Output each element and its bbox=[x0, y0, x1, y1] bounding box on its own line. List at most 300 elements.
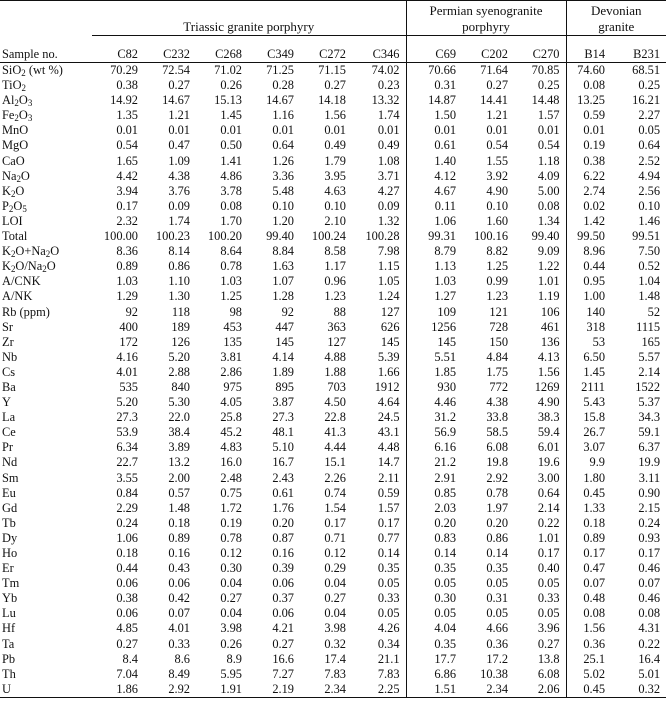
table-cell: 5.48 bbox=[272, 183, 294, 198]
table-cell: 70.66 bbox=[406, 63, 462, 79]
row-label: Rb (ppm) bbox=[2, 304, 50, 319]
table-cell: 0.20 bbox=[272, 515, 294, 530]
table-cell: 2.06 bbox=[514, 682, 566, 698]
table-cell: 0.38 bbox=[566, 154, 611, 169]
table-row bbox=[0, 259, 666, 274]
table-cell: 71.64 bbox=[480, 63, 509, 77]
table-cell: 447 bbox=[275, 319, 294, 334]
table-cell: 1.25 bbox=[486, 259, 509, 274]
table-cell: 7.50 bbox=[638, 244, 661, 259]
table-cell: 3.92 bbox=[486, 168, 509, 183]
table-cell: 2.92 bbox=[144, 682, 196, 698]
table-cell: 16.21 bbox=[632, 93, 661, 108]
table-row bbox=[0, 440, 666, 455]
table-row bbox=[0, 682, 666, 698]
table-cell: 0.48 bbox=[566, 591, 611, 606]
table-cell: 0.27 bbox=[272, 636, 294, 651]
table-cell: 0.09 bbox=[168, 198, 190, 213]
table-cell: 930 bbox=[406, 380, 462, 395]
table-cell: 0.11 bbox=[406, 199, 462, 214]
table-cell: 2.19 bbox=[248, 682, 300, 698]
table-cell: 99.40 bbox=[266, 229, 294, 244]
table-row bbox=[0, 138, 666, 153]
table-cell: 14.87 bbox=[406, 93, 462, 108]
row-label: Sm bbox=[2, 470, 19, 485]
table-cell: 0.38 bbox=[116, 591, 138, 606]
sample-header: C272 bbox=[300, 36, 352, 63]
table-cell: 0.27 bbox=[486, 78, 509, 93]
table-cell: 2.25 bbox=[352, 682, 406, 698]
table-cell: 0.14 bbox=[406, 546, 462, 561]
table-cell: 0.05 bbox=[377, 576, 400, 591]
table-cell: 0.01 bbox=[168, 123, 190, 138]
table-cell: 0.08 bbox=[566, 78, 611, 93]
table-cell: 1.06 bbox=[406, 214, 462, 229]
table-cell: 2.52 bbox=[638, 153, 661, 168]
row-label: $Al_2O_3$ bbox=[2, 93, 33, 109]
table-cell: 8.96 bbox=[566, 244, 611, 259]
table-cell: 1.15 bbox=[377, 259, 400, 274]
sample-header: B231 bbox=[611, 36, 666, 63]
table-cell: 1.72 bbox=[220, 500, 242, 515]
table-cell: 72.54 bbox=[162, 63, 190, 77]
table-cell: 100.20 bbox=[207, 229, 242, 244]
table-cell: 0.01 bbox=[566, 123, 611, 138]
table-cell: 16.0 bbox=[220, 455, 242, 470]
table-cell: 1115 bbox=[636, 319, 661, 334]
table-cell: 31.2 bbox=[406, 410, 462, 425]
table-cell: 0.64 bbox=[272, 138, 294, 153]
table-cell: 0.24 bbox=[638, 515, 661, 530]
table-cell: 0.10 bbox=[272, 198, 294, 213]
table-cell: 0.44 bbox=[116, 561, 138, 576]
table-cell: 1.56 bbox=[566, 621, 611, 636]
table-cell: 2.48 bbox=[220, 470, 242, 485]
table-cell: 0.10 bbox=[324, 198, 346, 213]
table-cell: 1.80 bbox=[566, 471, 611, 486]
row-label: La bbox=[2, 410, 16, 425]
table-cell: 2.34 bbox=[462, 682, 514, 698]
table-cell: 0.01 bbox=[486, 123, 509, 138]
table-cell: 0.50 bbox=[220, 138, 242, 153]
table-cell: 0.47 bbox=[168, 138, 190, 153]
table-row bbox=[0, 244, 666, 259]
table-row bbox=[0, 606, 666, 621]
table-cell: 0.93 bbox=[638, 530, 661, 545]
table-cell: 1.09 bbox=[168, 153, 190, 168]
table-cell: 0.16 bbox=[168, 546, 190, 560]
table-cell: 0.01 bbox=[377, 123, 400, 138]
table-cell: 0.25 bbox=[638, 78, 661, 93]
table-cell: 5.57 bbox=[638, 349, 661, 364]
table-cell: 0.04 bbox=[324, 606, 346, 621]
table-cell: 1.25 bbox=[220, 289, 242, 304]
table-cell: 0.27 bbox=[168, 78, 190, 93]
table-cell: 1.13 bbox=[406, 259, 462, 274]
table-cell: 1.10 bbox=[168, 274, 190, 289]
table-cell: 2.03 bbox=[406, 501, 462, 516]
table-cell: 71.15 bbox=[318, 63, 346, 77]
table-cell: 4.44 bbox=[324, 440, 346, 455]
table-row bbox=[0, 380, 666, 395]
table-cell: 1256 bbox=[406, 320, 462, 335]
table-cell: 4.09 bbox=[537, 168, 560, 183]
table-cell: 16.4 bbox=[638, 651, 661, 666]
table-cell: 5.30 bbox=[168, 395, 190, 410]
table-cell: 1.48 bbox=[168, 500, 190, 515]
table-cell: 41.3 bbox=[324, 425, 346, 440]
table-cell: 3.81 bbox=[220, 349, 242, 364]
table-cell: 0.36 bbox=[566, 637, 611, 652]
table-row bbox=[0, 471, 666, 486]
table-cell: 56.9 bbox=[406, 425, 462, 440]
table-cell: 0.10 bbox=[486, 198, 509, 213]
table-cell: 0.35 bbox=[406, 637, 462, 652]
table-cell: 17.4 bbox=[324, 651, 346, 666]
sample-header: C268 bbox=[196, 36, 248, 63]
table-cell: 58.5 bbox=[486, 425, 509, 440]
table-row bbox=[0, 154, 666, 169]
table-cell: 0.28 bbox=[272, 78, 294, 93]
table-cell: 0.22 bbox=[638, 636, 661, 651]
table-row bbox=[0, 229, 666, 244]
row-label: MnO bbox=[2, 123, 29, 138]
table-cell: 121 bbox=[489, 304, 509, 319]
table-cell: 16.7 bbox=[272, 455, 294, 470]
table-cell: 8.84 bbox=[272, 244, 294, 259]
table-cell: 0.34 bbox=[377, 636, 400, 651]
row-label: $K_2O/Na_2O$ bbox=[2, 259, 56, 275]
row-label: $Fe_2O_3$ bbox=[2, 108, 33, 124]
table-cell: 14.18 bbox=[318, 93, 346, 108]
table-cell: 1.27 bbox=[406, 289, 462, 304]
table-cell: 4.86 bbox=[220, 168, 242, 183]
table-cell: 1.60 bbox=[486, 213, 509, 228]
table-cell: 1.86 bbox=[92, 682, 144, 698]
table-cell: 100.00 bbox=[103, 229, 138, 244]
table-cell: 2.26 bbox=[324, 470, 346, 485]
table-cell: 98 bbox=[229, 304, 242, 319]
table-cell: 461 bbox=[540, 319, 560, 334]
table-cell: 74.02 bbox=[371, 63, 400, 77]
sample-header: B14 bbox=[566, 36, 611, 63]
table-cell: 14.7 bbox=[377, 455, 400, 470]
table-cell: 4.27 bbox=[377, 183, 400, 198]
table-cell: 0.89 bbox=[116, 259, 138, 274]
table-cell: 1.54 bbox=[324, 500, 346, 515]
table-cell: 1.04 bbox=[638, 274, 661, 289]
table-row bbox=[0, 546, 666, 561]
table-cell: 0.61 bbox=[272, 485, 294, 500]
table-cell: 4.01 bbox=[116, 364, 138, 379]
table-cell: 1.51 bbox=[406, 682, 462, 698]
table-cell: 2.43 bbox=[272, 470, 294, 485]
table-cell: 1.21 bbox=[486, 108, 509, 123]
table-cell: 0.01 bbox=[406, 123, 462, 138]
table-cell: 0.26 bbox=[220, 636, 242, 651]
table-cell: 172 bbox=[119, 334, 138, 349]
table-cell: 3.11 bbox=[638, 470, 661, 485]
row-label: Er bbox=[2, 561, 14, 576]
table-cell: 22.7 bbox=[116, 455, 138, 470]
table-cell: 6.50 bbox=[566, 350, 611, 365]
table-cell: 0.05 bbox=[537, 576, 560, 591]
table-cell: 2.15 bbox=[638, 500, 661, 515]
sample-header: C69 bbox=[406, 36, 462, 63]
table-cell: 0.71 bbox=[324, 530, 346, 545]
sample-header: C270 bbox=[514, 36, 566, 63]
table-cell: 0.05 bbox=[537, 606, 560, 621]
table-row bbox=[0, 289, 666, 304]
table-cell: 0.20 bbox=[486, 515, 509, 530]
table-cell: 1.23 bbox=[486, 289, 509, 304]
table-cell: 4.38 bbox=[168, 168, 190, 183]
table-cell: 1.45 bbox=[566, 365, 611, 380]
table-cell: 0.46 bbox=[638, 561, 661, 576]
table-cell: 0.07 bbox=[168, 606, 190, 621]
table-cell: 68.51 bbox=[632, 63, 661, 77]
table-cell: 6.08 bbox=[537, 666, 560, 681]
table-cell: 1.65 bbox=[116, 153, 138, 168]
table-cell: 1.91 bbox=[196, 682, 248, 698]
table-cell: 21.2 bbox=[406, 455, 462, 470]
row-label: A/CNK bbox=[2, 274, 41, 289]
row-label: Lu bbox=[2, 606, 16, 621]
table-row bbox=[0, 652, 666, 667]
table-row bbox=[0, 93, 666, 108]
table-cell: 0.86 bbox=[486, 530, 509, 545]
table-cell: 1.07 bbox=[272, 274, 294, 289]
table-row bbox=[0, 410, 666, 425]
table-cell: 0.52 bbox=[638, 259, 661, 274]
table-cell: 8.4 bbox=[122, 651, 138, 666]
table-cell: 127 bbox=[327, 334, 346, 349]
table-cell: 0.10 bbox=[638, 198, 661, 213]
row-label: Gd bbox=[2, 500, 18, 515]
row-label: Nd bbox=[2, 455, 18, 470]
table-cell: 0.04 bbox=[220, 576, 242, 591]
table-row bbox=[0, 591, 666, 606]
table-cell: 0.64 bbox=[537, 485, 560, 500]
table-cell: 136 bbox=[540, 334, 560, 349]
table-cell: 0.27 bbox=[220, 591, 242, 606]
table-cell: 0.42 bbox=[168, 591, 190, 606]
table-cell: 0.77 bbox=[377, 530, 400, 545]
table-cell: 33.8 bbox=[486, 410, 509, 425]
table-cell: 1.16 bbox=[272, 108, 294, 123]
row-label: $P_2O_5$ bbox=[2, 198, 27, 215]
table-cell: 3.07 bbox=[566, 440, 611, 455]
table-cell: 703 bbox=[327, 379, 346, 394]
sample-header-row bbox=[0, 36, 666, 63]
table-cell: 0.89 bbox=[168, 530, 190, 545]
table-cell: 126 bbox=[171, 334, 190, 349]
table-cell: 135 bbox=[223, 334, 242, 349]
table-cell: 0.33 bbox=[537, 591, 560, 606]
row-label: LOI bbox=[2, 213, 23, 228]
group-permian-label: Permian syenogranite porphyry bbox=[429, 3, 543, 34]
table-cell: 0.35 bbox=[377, 561, 400, 576]
table-cell: 2.29 bbox=[116, 500, 138, 515]
table-cell: 0.12 bbox=[220, 546, 242, 560]
table-cell: 92 bbox=[125, 304, 138, 319]
table-cell: 145 bbox=[380, 334, 400, 349]
row-label: Zr bbox=[2, 334, 14, 349]
table-cell: 0.05 bbox=[638, 123, 661, 138]
table-cell: 0.78 bbox=[220, 259, 242, 274]
table-body bbox=[0, 63, 666, 698]
table-cell: 4.67 bbox=[406, 184, 462, 199]
table-cell: 0.05 bbox=[486, 576, 509, 591]
table-cell: 99.50 bbox=[566, 229, 611, 244]
table-cell: 0.54 bbox=[116, 138, 138, 153]
table-row bbox=[0, 516, 666, 531]
row-label: Ho bbox=[2, 546, 18, 560]
table-cell: 1.21 bbox=[168, 108, 190, 123]
table-cell: 1.03 bbox=[116, 274, 138, 289]
table-cell: 70.85 bbox=[531, 63, 560, 77]
table-row bbox=[0, 199, 666, 214]
table-cell: 0.01 bbox=[324, 123, 346, 138]
table-cell: 15.1 bbox=[324, 455, 346, 470]
sample-header: C349 bbox=[248, 36, 300, 63]
table-cell: 2.56 bbox=[638, 183, 661, 198]
table-cell: 0.18 bbox=[168, 515, 190, 530]
table-cell: 1.48 bbox=[638, 289, 661, 304]
table-cell: 0.90 bbox=[638, 485, 661, 500]
table-cell: 165 bbox=[641, 334, 661, 349]
row-label: $K_2O+Na_2O$ bbox=[2, 244, 60, 260]
table-cell: 2.11 bbox=[378, 470, 400, 485]
table-cell: 4.83 bbox=[220, 440, 242, 455]
table-cell: 4.90 bbox=[537, 395, 560, 410]
row-label: Pr bbox=[2, 440, 14, 455]
table-cell: 19.6 bbox=[537, 455, 560, 470]
table-row bbox=[0, 214, 666, 229]
row-label: $Na_2O$ bbox=[2, 168, 30, 184]
table-cell: 25.1 bbox=[566, 652, 611, 667]
table-cell: 1.45 bbox=[220, 108, 242, 123]
table-cell: 8.6 bbox=[174, 651, 190, 666]
row-label: Yb bbox=[2, 591, 18, 606]
table-cell: 24.5 bbox=[377, 410, 400, 425]
table-cell: 5.39 bbox=[377, 349, 400, 364]
table-cell: 4.01 bbox=[168, 621, 190, 636]
table-cell: 0.04 bbox=[324, 576, 346, 591]
table-cell: 0.23 bbox=[377, 78, 400, 93]
row-label: Eu bbox=[2, 485, 16, 500]
table-cell: 0.17 bbox=[324, 515, 346, 530]
table-cell: 0.75 bbox=[220, 485, 242, 500]
table-cell: 4.21 bbox=[272, 621, 294, 636]
table-cell: 0.31 bbox=[486, 591, 509, 606]
table-cell: 0.19 bbox=[566, 138, 611, 153]
table-cell: 0.26 bbox=[220, 78, 242, 93]
table-cell: 0.35 bbox=[486, 561, 509, 576]
table-cell: 0.96 bbox=[324, 274, 346, 289]
table-cell: 0.22 bbox=[537, 515, 560, 530]
table-cell: 5.10 bbox=[272, 440, 294, 455]
table-cell: 4.42 bbox=[116, 168, 138, 183]
table-cell: 1.01 bbox=[537, 274, 560, 289]
table-cell: 0.38 bbox=[116, 78, 138, 93]
table-cell: 1269 bbox=[534, 379, 560, 394]
row-label: SiO$_2$ (wt %) bbox=[2, 63, 63, 79]
table-cell: 4.38 bbox=[486, 395, 509, 410]
table-cell: 1.88 bbox=[324, 364, 346, 379]
table-cell: 0.05 bbox=[406, 576, 462, 591]
table-row bbox=[0, 561, 666, 576]
table-cell: 0.12 bbox=[324, 546, 346, 560]
table-cell: 100.16 bbox=[473, 229, 509, 244]
table-cell: 0.37 bbox=[272, 591, 294, 606]
table-cell: 0.02 bbox=[566, 199, 611, 214]
table-cell: 0.17 bbox=[116, 198, 138, 213]
table-cell: 0.49 bbox=[324, 138, 346, 153]
table-cell: 1.17 bbox=[324, 259, 346, 274]
row-label: Nb bbox=[2, 349, 18, 364]
table-cell: 0.33 bbox=[168, 636, 190, 651]
table-cell: 0.27 bbox=[324, 591, 346, 606]
table-cell: 7.27 bbox=[272, 666, 294, 681]
table-cell: 3.71 bbox=[377, 168, 400, 183]
table-row bbox=[0, 184, 666, 199]
table-row bbox=[0, 320, 666, 335]
table-cell: 0.31 bbox=[406, 78, 462, 93]
table-cell: 38.3 bbox=[537, 410, 560, 425]
table-cell: 27.3 bbox=[116, 410, 138, 425]
table-cell: 14.92 bbox=[110, 93, 138, 108]
table-cell: 1.23 bbox=[324, 289, 346, 304]
table-cell: 59.1 bbox=[638, 425, 661, 440]
table-cell: 0.32 bbox=[611, 682, 666, 698]
table-cell: 840 bbox=[171, 379, 190, 394]
table-cell: 1.74 bbox=[168, 213, 190, 228]
table-cell: 2.32 bbox=[116, 213, 138, 228]
table-cell: 0.06 bbox=[116, 606, 138, 621]
table-cell: 4.16 bbox=[116, 349, 138, 364]
table-cell: 0.36 bbox=[486, 636, 509, 651]
table-cell: 7.83 bbox=[377, 666, 400, 681]
table-cell: 1.70 bbox=[220, 213, 242, 228]
table-cell: 109 bbox=[406, 305, 462, 320]
table-cell: 5.37 bbox=[638, 395, 661, 410]
table-cell: 4.50 bbox=[324, 395, 346, 410]
table-cell: 0.85 bbox=[406, 486, 462, 501]
table-cell: 8.36 bbox=[116, 244, 138, 259]
table-cell: 3.55 bbox=[116, 470, 138, 485]
table-cell: 71.02 bbox=[214, 63, 242, 77]
table-row bbox=[0, 637, 666, 652]
table-cell: 1.40 bbox=[406, 154, 462, 169]
row-label: Total bbox=[2, 229, 28, 244]
table-cell: 1.74 bbox=[377, 108, 400, 123]
table-cell: 48.1 bbox=[272, 425, 294, 440]
table-cell: 14.67 bbox=[266, 93, 294, 108]
table-cell: 22.0 bbox=[168, 410, 190, 425]
table-cell: 5.02 bbox=[566, 667, 611, 682]
table-cell: 99.40 bbox=[531, 229, 560, 244]
table-cell: 13.25 bbox=[566, 93, 611, 108]
table-cell: 0.46 bbox=[638, 591, 661, 606]
table-cell: 4.94 bbox=[638, 168, 661, 183]
table-cell: 0.78 bbox=[220, 530, 242, 545]
table-cell: 127 bbox=[380, 304, 400, 319]
table-cell: 0.45 bbox=[566, 486, 611, 501]
table-cell: 0.89 bbox=[566, 531, 611, 546]
table-cell: 0.57 bbox=[168, 485, 190, 500]
table-cell: 7.83 bbox=[324, 666, 346, 681]
